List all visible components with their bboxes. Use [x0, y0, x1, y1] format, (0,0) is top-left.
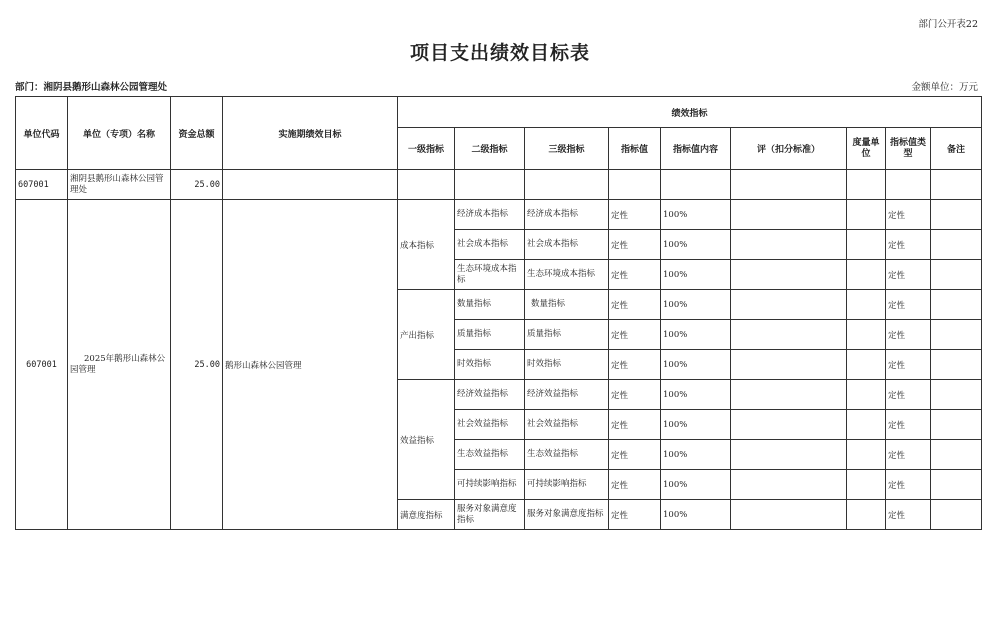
- type-cell: 定性: [886, 200, 931, 230]
- header-level1: 一级指标: [398, 128, 455, 170]
- summary-total-funds: 25.00: [171, 170, 223, 200]
- content-cell: 100%: [661, 320, 731, 350]
- measure-cell: [847, 290, 886, 320]
- type-cell: 定性: [886, 350, 931, 380]
- level2-cell: 数量指标: [455, 290, 525, 320]
- level2-cell: 经济效益指标: [455, 380, 525, 410]
- remark-cell: [931, 350, 982, 380]
- summary-empty-cell: [931, 170, 982, 200]
- level2-cell: 生态环境成本指标: [455, 260, 525, 290]
- header-value-type: 指标值类型: [886, 128, 931, 170]
- remark-cell: [931, 230, 982, 260]
- project-unit-name: 2025年鹅形山森林公园管理: [68, 200, 171, 530]
- score-cell: [731, 470, 847, 500]
- score-cell: [731, 440, 847, 470]
- remark-cell: [931, 320, 982, 350]
- header-remark: 备注: [931, 128, 982, 170]
- level3-cell: 质量指标: [525, 320, 609, 350]
- level3-cell: 社会成本指标: [525, 230, 609, 260]
- header-score: 评（扣分标准）: [731, 128, 847, 170]
- department-label: 部门：湘阴县鹅形山森林公园管理处: [15, 82, 168, 93]
- value-cell: 定性: [609, 230, 661, 260]
- score-cell: [731, 350, 847, 380]
- score-cell: [731, 200, 847, 230]
- value-cell: 定性: [609, 260, 661, 290]
- page-title: 项目支出绩效目标表: [409, 42, 590, 64]
- level3-cell: 可持续影响指标: [525, 470, 609, 500]
- level1-cell: 产出指标: [398, 290, 455, 380]
- header-level2: 二级指标: [455, 128, 525, 170]
- measure-cell: [847, 440, 886, 470]
- content-cell: 100%: [661, 200, 731, 230]
- value-cell: 定性: [609, 410, 661, 440]
- level2-cell: 生态效益指标: [455, 440, 525, 470]
- summary-empty-cell: [455, 170, 525, 200]
- project-unit-code: 607001: [16, 200, 68, 530]
- measure-cell: [847, 350, 886, 380]
- header-unit-name: 单位（专项）名称: [68, 97, 171, 170]
- header-row-1: [16, 97, 982, 128]
- remark-cell: [931, 500, 982, 530]
- score-cell: [731, 260, 847, 290]
- level2-cell: 服务对象满意度指标: [455, 500, 525, 530]
- summary-empty-cell: [398, 170, 455, 200]
- level1-cell: 效益指标: [398, 380, 455, 500]
- content-cell: 100%: [661, 500, 731, 530]
- header-value-content: 指标值内容: [661, 128, 731, 170]
- level3-cell: 数量指标: [525, 290, 609, 320]
- summary-empty-cell: [661, 170, 731, 200]
- summary-empty-cell: [731, 170, 847, 200]
- value-cell: 定性: [609, 350, 661, 380]
- content-cell: 100%: [661, 470, 731, 500]
- type-cell: 定性: [886, 290, 931, 320]
- score-cell: [731, 500, 847, 530]
- type-cell: 定性: [886, 230, 931, 260]
- type-cell: 定性: [886, 320, 931, 350]
- summary-empty-cell: [525, 170, 609, 200]
- score-cell: [731, 410, 847, 440]
- performance-table: [15, 96, 982, 530]
- summary-row: [16, 170, 982, 200]
- content-cell: 100%: [661, 290, 731, 320]
- type-cell: 定性: [886, 500, 931, 530]
- value-cell: 定性: [609, 380, 661, 410]
- summary-unit-code: 607001: [16, 170, 68, 200]
- score-cell: [731, 230, 847, 260]
- header-measure-unit: 度量单位: [847, 128, 886, 170]
- summary-empty-cell: [847, 170, 886, 200]
- type-cell: 定性: [886, 260, 931, 290]
- measure-cell: [847, 320, 886, 350]
- header-goal: 实施期绩效目标: [223, 97, 398, 170]
- level2-cell: 质量指标: [455, 320, 525, 350]
- level2-cell: 可持续影响指标: [455, 470, 525, 500]
- header-value: 指标值: [609, 128, 661, 170]
- content-cell: 100%: [661, 230, 731, 260]
- level2-cell: 社会效益指标: [455, 410, 525, 440]
- remark-cell: [931, 380, 982, 410]
- summary-empty-cell: [609, 170, 661, 200]
- amount-unit-label: 金额单位：万元: [911, 82, 978, 93]
- remark-cell: [931, 290, 982, 320]
- content-cell: 100%: [661, 440, 731, 470]
- level1-cell: 成本指标: [398, 200, 455, 290]
- form-code-label: 部门公开表22: [918, 19, 978, 30]
- summary-empty-cell: [886, 170, 931, 200]
- measure-cell: [847, 200, 886, 230]
- score-cell: [731, 290, 847, 320]
- level3-cell: 生态效益指标: [525, 440, 609, 470]
- value-cell: 定性: [609, 470, 661, 500]
- level2-cell: 时效指标: [455, 350, 525, 380]
- value-cell: 定性: [609, 440, 661, 470]
- header-perf-indicators: 绩效指标: [398, 97, 982, 128]
- value-cell: 定性: [609, 320, 661, 350]
- score-cell: [731, 380, 847, 410]
- remark-cell: [931, 260, 982, 290]
- level3-cell: 服务对象满意度指标: [525, 500, 609, 530]
- type-cell: 定性: [886, 440, 931, 470]
- level3-cell: 生态环境成本指标: [525, 260, 609, 290]
- score-cell: [731, 320, 847, 350]
- level3-cell: 时效指标: [525, 350, 609, 380]
- summary-unit-name: 湘阴县鹅形山森林公园管理处: [68, 170, 171, 200]
- remark-cell: [931, 200, 982, 230]
- project-total-funds: 25.00: [171, 200, 223, 530]
- content-cell: 100%: [661, 410, 731, 440]
- type-cell: 定性: [886, 470, 931, 500]
- measure-cell: [847, 500, 886, 530]
- measure-cell: [847, 380, 886, 410]
- remark-cell: [931, 440, 982, 470]
- measure-cell: [847, 260, 886, 290]
- summary-goal-cell: [223, 170, 398, 200]
- measure-cell: [847, 410, 886, 440]
- content-cell: 100%: [661, 350, 731, 380]
- level1-cell: 满意度指标: [398, 500, 455, 530]
- content-cell: 100%: [661, 380, 731, 410]
- remark-cell: [931, 410, 982, 440]
- type-cell: 定性: [886, 410, 931, 440]
- level3-cell: 经济成本指标: [525, 200, 609, 230]
- remark-cell: [931, 470, 982, 500]
- header-total-funds: 资金总额: [171, 97, 223, 170]
- measure-cell: [847, 470, 886, 500]
- measure-cell: [847, 230, 886, 260]
- header-unit-code: 单位代码: [16, 97, 68, 170]
- value-cell: 定性: [609, 500, 661, 530]
- header-level3: 三级指标: [525, 128, 609, 170]
- project-goal: 鹅形山森林公园管理: [223, 200, 398, 530]
- level2-cell: 经济成本指标: [455, 200, 525, 230]
- value-cell: 定性: [609, 290, 661, 320]
- table-row: [16, 200, 982, 230]
- type-cell: 定性: [886, 380, 931, 410]
- level3-cell: 社会效益指标: [525, 410, 609, 440]
- value-cell: 定性: [609, 200, 661, 230]
- level3-cell: 经济效益指标: [525, 380, 609, 410]
- content-cell: 100%: [661, 260, 731, 290]
- level2-cell: 社会成本指标: [455, 230, 525, 260]
